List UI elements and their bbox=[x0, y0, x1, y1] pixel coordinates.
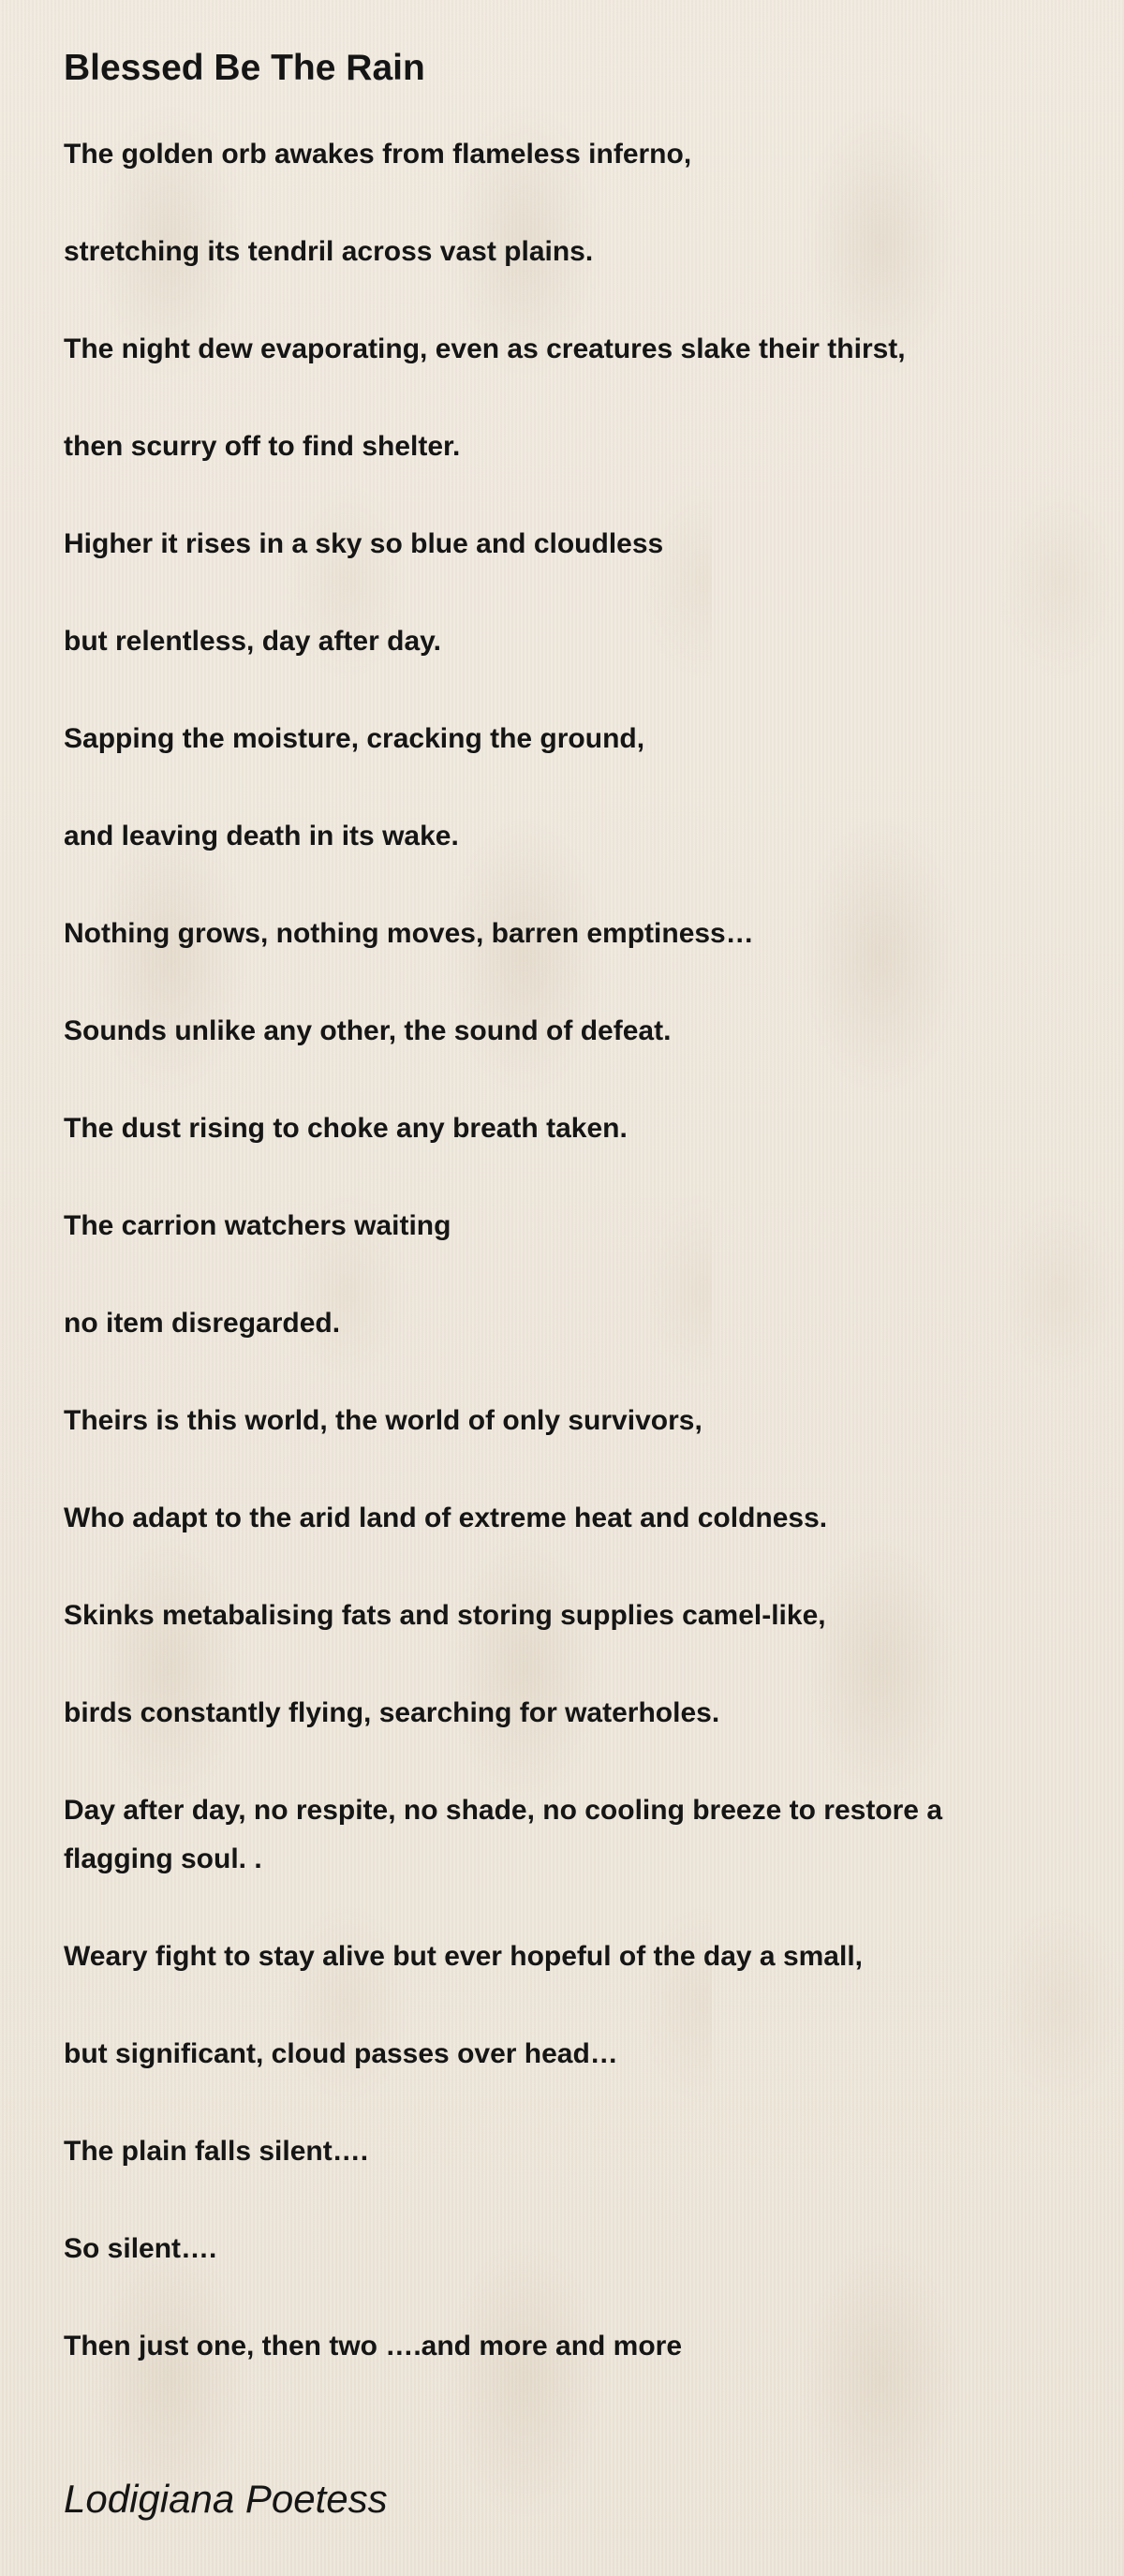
poem-line: So silent…. bbox=[64, 2232, 217, 2264]
poem-line: Higher it rises in a sky so blue and cloudless bbox=[64, 527, 664, 559]
poem-line: birds constantly flying, searching for waterholes. bbox=[64, 1696, 720, 1728]
poem-line: Nothing grows, nothing moves, barren emptiness… bbox=[64, 917, 754, 949]
poem-line: The dust rising to choke any breath taken. bbox=[64, 1112, 628, 1144]
poem-line: The plain falls silent…. bbox=[64, 2135, 369, 2167]
poem-line: and leaving death in its wake. bbox=[64, 820, 459, 851]
poem-line: then scurry off to find shelter. bbox=[64, 430, 461, 462]
poem-line: The golden orb awakes from flameless inferno, bbox=[64, 138, 692, 170]
poem-line: Sapping the moisture, cracking the ground, bbox=[64, 722, 645, 754]
poem-line: Sounds unlike any other, the sound of defeat. bbox=[64, 1014, 672, 1046]
poem-line: Weary fight to stay alive but ever hopeful of the day a small, bbox=[64, 1940, 863, 1972]
poem-line: Day after day, no respite, no shade, no cooling breeze to restore a flagging soul. . bbox=[64, 1794, 943, 1874]
poem-line: but relentless, day after day. bbox=[64, 625, 441, 657]
poem-line: Skinks metabalising fats and storing supplies camel-like, bbox=[64, 1599, 826, 1631]
poem-author: Lodigiana Poetess bbox=[64, 2477, 388, 2521]
poem-line: no item disregarded. bbox=[64, 1307, 341, 1339]
poem-line: Who adapt to the arid land of extreme heat and coldness. bbox=[64, 1502, 828, 1533]
poem-line: The carrion watchers waiting bbox=[64, 1209, 451, 1241]
poem-line: Theirs is this world, the world of only survivors, bbox=[64, 1404, 702, 1436]
poem-body bbox=[64, 130, 1062, 2371]
poem-title: Blessed Be The Rain bbox=[64, 48, 425, 88]
poem-line: Then just one, then two ….and more and more bbox=[64, 2330, 683, 2361]
poem-line: but significant, cloud passes over head… bbox=[64, 2037, 618, 2069]
poem-line: The night dew evaporating, even as creatures slake their thirst, bbox=[64, 333, 906, 364]
poem-line: stretching its tendril across vast plains. bbox=[64, 235, 594, 267]
